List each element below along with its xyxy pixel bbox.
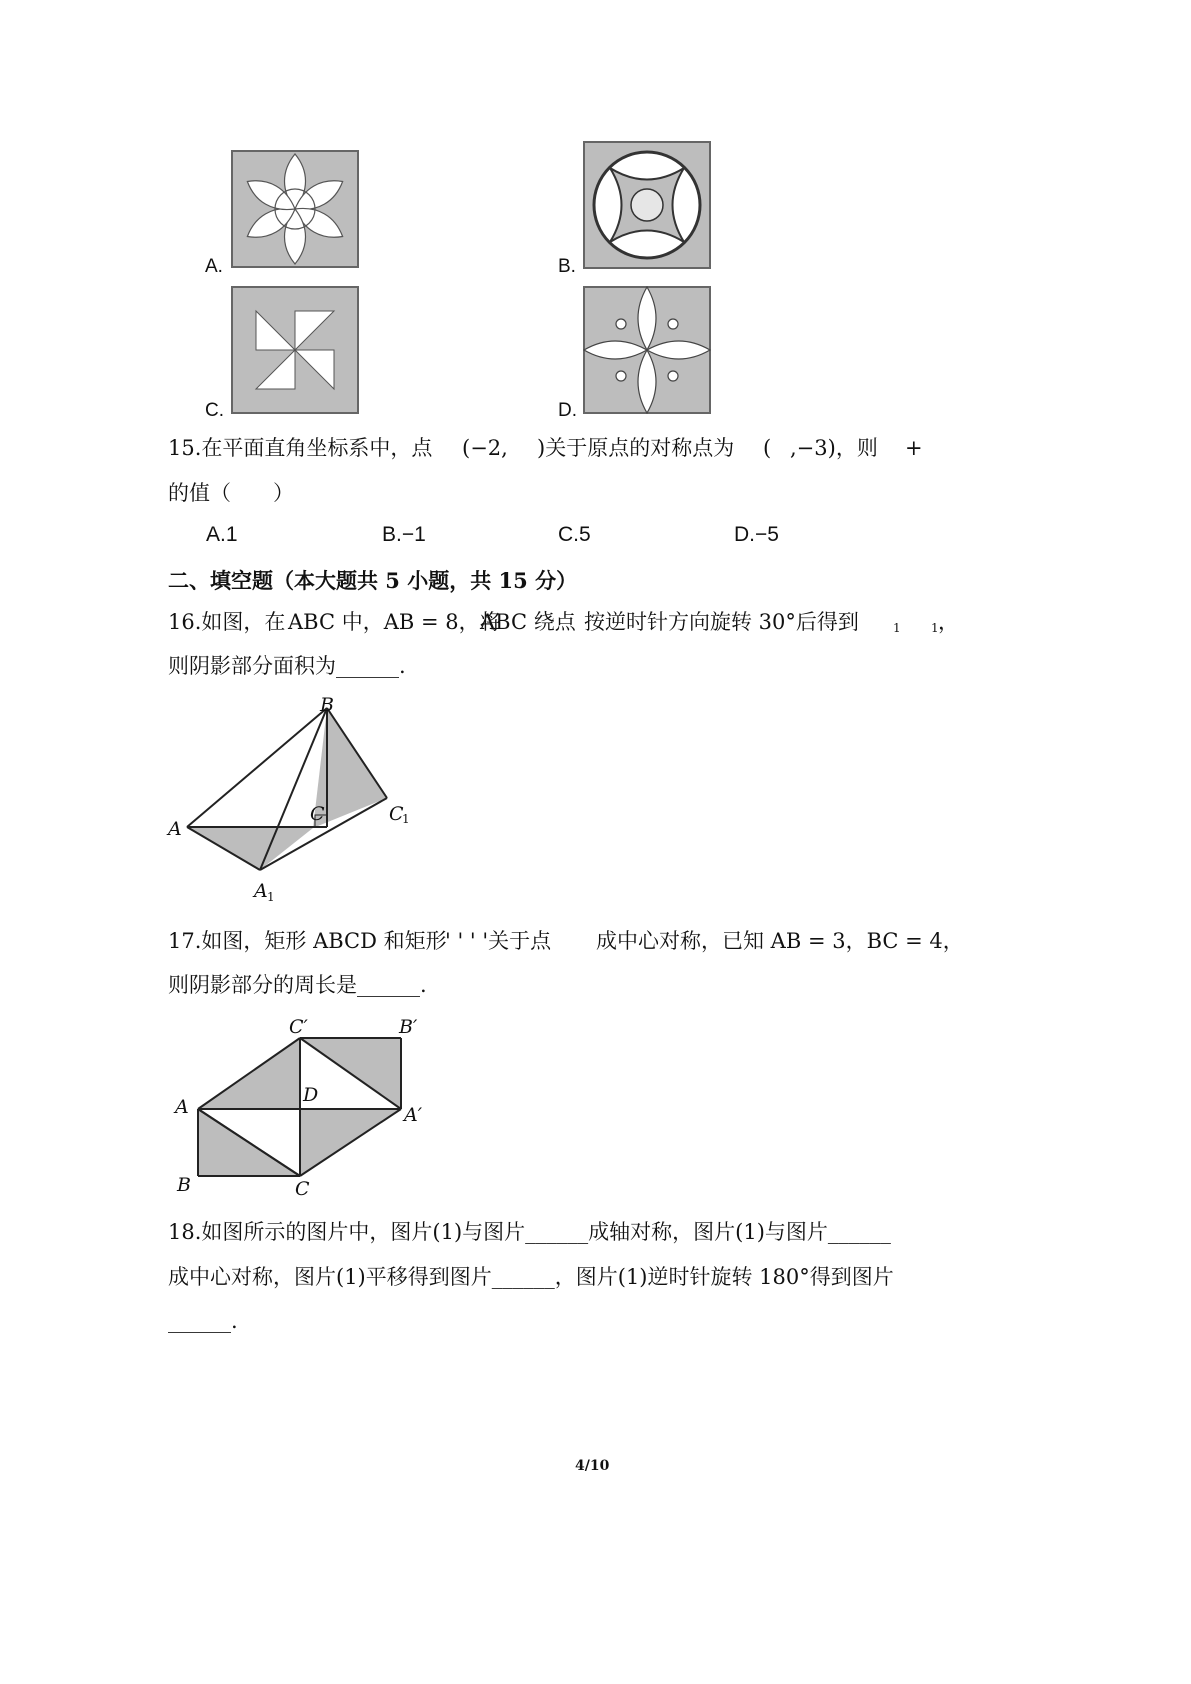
- option-c-figure: [231, 286, 359, 414]
- option-d-label: D.: [558, 400, 577, 421]
- q18-line1: 18.如图所示的图片中，图片(1)与图片______成轴对称，图片(1)与图片______: [168, 1220, 891, 1244]
- q16-text-d: 按逆时针方向旋转 30°后得到: [584, 610, 859, 634]
- option-c-label: C.: [205, 400, 224, 421]
- q16-label-c1-sub: 1: [402, 812, 410, 826]
- option-d-figure: [583, 286, 711, 414]
- q15-text-a: 15.在平面直角坐标系中，点: [168, 436, 433, 460]
- q17-text-a: 17.如图，矩形 ABCD 和矩形: [168, 929, 447, 953]
- q17-label-a: A: [175, 1096, 189, 1118]
- q17-line2: 则阴影部分的周长是______.: [168, 973, 427, 997]
- q16-figure: [160, 690, 430, 905]
- q18-line3: ______.: [168, 1309, 238, 1333]
- q17-label-b: B: [177, 1174, 191, 1196]
- option-a-figure: [231, 150, 359, 268]
- q16-label-a1: A: [254, 880, 268, 902]
- option-b-label: B.: [558, 256, 576, 277]
- q15-point-b-open: (: [763, 436, 772, 460]
- q17-label-ap: A′: [404, 1104, 423, 1126]
- q15-plus: +: [905, 436, 923, 460]
- q16-line2: 则阴影部分面积为______.: [168, 654, 406, 678]
- section-2-title: 二、填空题（本大题共 5 小题，共 15 分）: [168, 568, 578, 593]
- q18-line2: 成中心对称，图片(1)平移得到图片______，图片(1)逆时针旋转 180°得到图片: [168, 1265, 894, 1289]
- option-a-label: A.: [205, 256, 223, 277]
- q16-label-c: C: [310, 803, 325, 825]
- q17-text-b: ' ' ' '关于点: [445, 929, 552, 953]
- q16-label-b: B: [320, 694, 334, 716]
- q15-choice-d[interactable]: D.−5: [734, 523, 779, 546]
- q17-label-d: D: [303, 1084, 319, 1106]
- q15-choice-a[interactable]: A.1: [206, 523, 238, 546]
- q15-choice-c[interactable]: C.5: [558, 523, 591, 546]
- q16-label-a1-sub: 1: [267, 890, 275, 904]
- q15-choice-b[interactable]: B.−1: [382, 523, 426, 546]
- q15-point-b-rest: ,−3)，则: [790, 436, 878, 460]
- q15-text-c: )关于原点的对称点为: [537, 436, 735, 460]
- q16-sub-1: 1: [893, 621, 901, 635]
- option-b-figure: [583, 141, 711, 269]
- q15-line2: 的值（ ）: [168, 481, 294, 505]
- q16-text-c: ABC 绕点: [480, 610, 576, 634]
- q16-label-c1: C: [389, 803, 404, 825]
- q17-label-c: C: [295, 1178, 310, 1200]
- q16-text-a: 16.如图，在: [168, 610, 286, 634]
- q17-label-bp: B′: [399, 1016, 418, 1038]
- q16-sub-2: 1: [931, 621, 939, 635]
- question-15: [168, 433, 432, 463]
- page-number: 4/10: [575, 1458, 610, 1474]
- q16-text-b: ABC 中，AB = 8，将: [288, 610, 501, 634]
- q15-point-a: (−2,: [462, 436, 508, 460]
- q16-label-a: A: [168, 818, 182, 840]
- q17-text-c: 成中心对称，已知 AB = 3，BC = 4，: [596, 929, 964, 953]
- q16-comma: ，: [938, 610, 959, 634]
- q17-label-cp: C′: [289, 1016, 308, 1038]
